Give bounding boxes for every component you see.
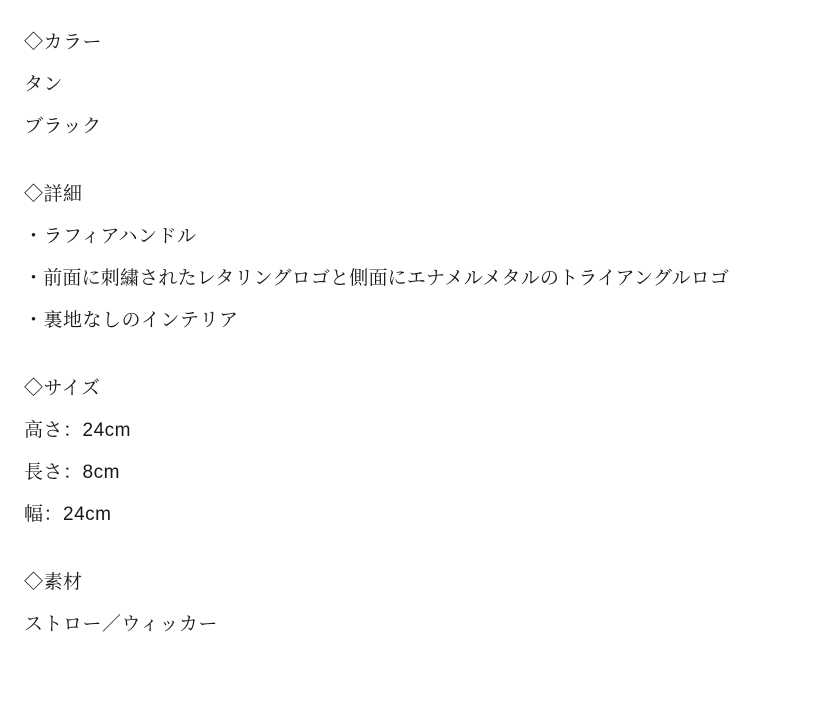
section-color [24, 22, 790, 148]
section-color-line-2: ブラック [24, 116, 102, 137]
section-color-heading: ◇カラー [24, 32, 103, 53]
section-details-heading: ◇詳細 [24, 184, 83, 205]
section-material-heading: ◇素材 [24, 572, 83, 593]
section-material [24, 562, 790, 646]
section-size [24, 368, 790, 536]
section-divider-3 [24, 536, 790, 562]
section-details-line-1: ・ラフィアハンドル [24, 226, 197, 247]
section-details-line-3: ・裏地なしのインテリア [24, 310, 239, 331]
section-size-heading: ◇サイズ [24, 378, 101, 399]
section-size-height: 高さ：24cm [24, 420, 131, 441]
section-size-length: 長さ：8cm [24, 462, 120, 483]
section-divider-1 [24, 148, 790, 174]
section-details-line-2: ・前面に刺繍されたレタリングロゴと側面にエナメルメタルのトライアングルロゴ [24, 268, 730, 289]
section-size-width: 幅：24cm [24, 504, 112, 525]
section-material-line-1: ストロー／ウィッカー [24, 614, 218, 635]
section-details [24, 174, 790, 342]
section-divider-2 [24, 342, 790, 368]
section-color-line-1: タン [24, 74, 64, 95]
